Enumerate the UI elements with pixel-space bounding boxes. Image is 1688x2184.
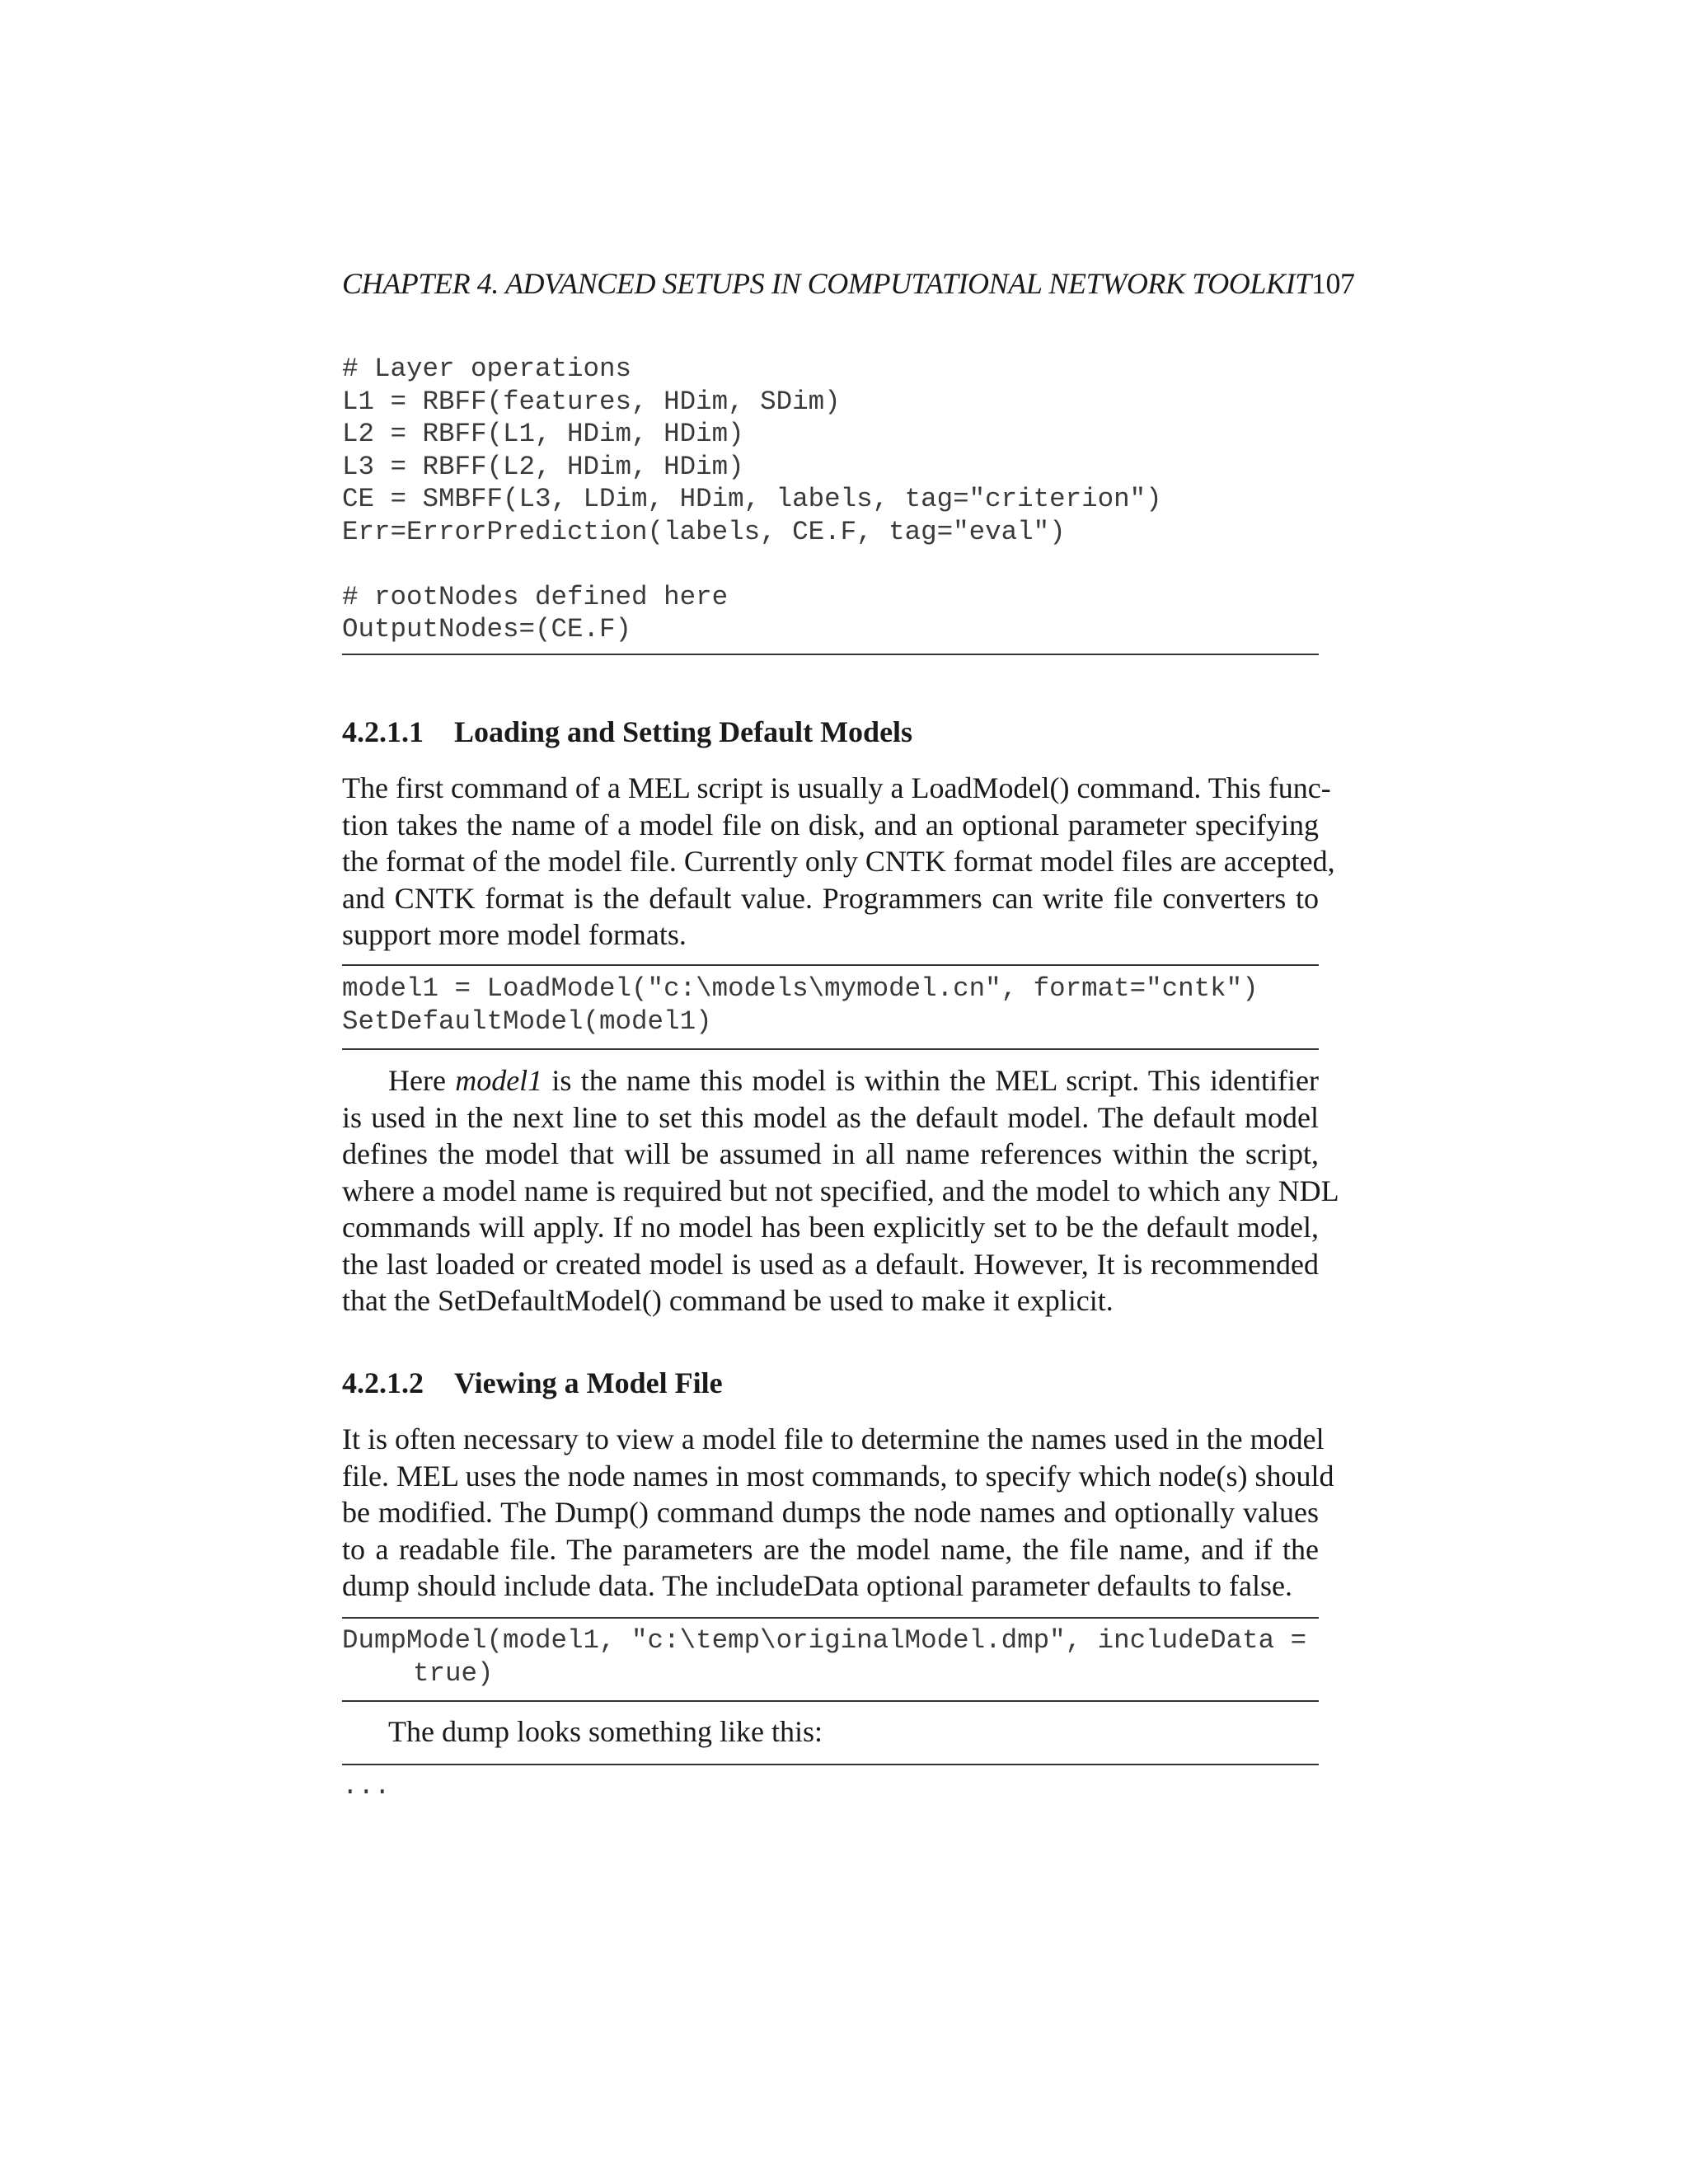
paragraph-line: is used in the next line to set this model as the default model. The default model xyxy=(342,1100,1319,1134)
paragraph-line: where a model name is required but not specified, and the model to which any NDL xyxy=(342,1174,1339,1207)
code-line: model1 = LoadModel("c:\models\mymodel.cn", format="cntk") xyxy=(342,973,1259,1004)
code-block-bottom-rule xyxy=(342,1700,1319,1702)
code-line: Err=ErrorPrediction(labels, CE.F, tag="eval") xyxy=(342,516,1066,547)
code-block-top-rule xyxy=(342,1764,1319,1765)
paragraph-viewing-model xyxy=(342,1421,1334,1605)
paragraph-line: and CNTK format is the default value. Programmers can write file converters to xyxy=(342,881,1319,915)
paragraph-line: dump should include data. The includeData optional parameter defaults to false. xyxy=(342,1569,1292,1602)
code-block-layer-operations xyxy=(342,353,1319,646)
section-title: Loading and Setting Default Models xyxy=(454,715,913,748)
page xyxy=(342,0,1355,2184)
code-line xyxy=(342,548,1319,581)
paragraph-line: defines the model that will be assumed in all name references within the script, xyxy=(342,1137,1319,1170)
paragraph-line: to a readable file. The parameters are the model name, the file name, and if the xyxy=(342,1532,1319,1566)
paragraph-loadmodel-intro xyxy=(342,770,1335,954)
paragraph-line: It is often necessary to view a model file to determine the names used in the model xyxy=(342,1422,1325,1455)
paragraph-dump-intro xyxy=(342,1713,1319,1750)
code-block-dumpmodel xyxy=(342,1624,1319,1690)
code-line: L3 = RBFF(L2, HDim, HDim) xyxy=(342,451,744,482)
paragraph-line: commands will apply. If no model has been explicitly set to be the default model, xyxy=(342,1211,1319,1244)
section-title: Viewing a Model File xyxy=(454,1366,723,1399)
paragraph-line: the format of the model file. Currently only CNTK format model files are accepted, xyxy=(342,845,1335,878)
running-head-title: CHAPTER 4. ADVANCED SETUPS IN COMPUTATIONAL NETWORK TOOLKIT xyxy=(342,267,1311,300)
code-line: OutputNodes=(CE.F) xyxy=(342,614,632,644)
paragraph-line: that the SetDefaultModel() command be used to make it explicit. xyxy=(342,1284,1114,1317)
section-heading-4-2-1-2 xyxy=(342,1363,723,1403)
code-block-top-rule xyxy=(342,964,1319,966)
paragraph-line: tion takes the name of a model file on disk, and an optional parameter specifying xyxy=(342,808,1319,841)
emphasized-identifier: model1 xyxy=(455,1064,543,1097)
code-line: DumpModel(model1, "c:\temp\originalModel.dmp", includeData = xyxy=(342,1625,1307,1656)
paragraph-line: support more model formats. xyxy=(342,918,687,951)
section-heading-4-2-1-1 xyxy=(342,712,912,752)
code-block-bottom-rule xyxy=(342,654,1319,655)
code-line: # rootNodes defined here xyxy=(342,581,729,612)
code-block-top-rule xyxy=(342,1617,1319,1619)
code-block-bottom-rule xyxy=(342,1048,1319,1050)
code-line: L1 = RBFF(features, HDim, SDim) xyxy=(342,386,841,417)
code-block-loadmodel xyxy=(342,972,1319,1038)
code-block-dump-output xyxy=(342,1770,1319,1803)
text-run: Here xyxy=(388,1064,456,1097)
paragraph-line xyxy=(342,1062,1319,1099)
code-line-continuation: true) xyxy=(413,1657,494,1689)
code-line: ... xyxy=(342,1771,391,1802)
paragraph-line: be modified. The Dump() command dumps the node names and optionally values xyxy=(342,1496,1319,1529)
paragraph-line: The dump looks something like this: xyxy=(388,1715,823,1748)
paragraph-line: file. MEL uses the node names in most commands, to specify which node(s) should xyxy=(342,1459,1334,1493)
code-line: SetDefaultModel(model1) xyxy=(342,1005,712,1037)
paragraph-default-model xyxy=(342,1062,1339,1319)
paragraph-line: the last loaded or created model is used as a default. However, It is recommended xyxy=(342,1247,1319,1281)
section-number: 4.2.1.2 xyxy=(342,1366,424,1399)
code-line: # Layer operations xyxy=(342,354,632,384)
running-head xyxy=(342,264,1422,303)
paragraph-line: The first command of a MEL script is usually a LoadModel() command. This func- xyxy=(342,771,1331,804)
page-number: 107 xyxy=(1311,267,1355,300)
code-line: L2 = RBFF(L1, HDim, HDim) xyxy=(342,419,744,449)
code-line: CE = SMBFF(L3, LDim, HDim, labels, tag="criterion") xyxy=(342,484,1162,514)
text-run: is the name this model is within the MEL script. This identifier xyxy=(542,1064,1320,1097)
section-number: 4.2.1.1 xyxy=(342,715,424,748)
